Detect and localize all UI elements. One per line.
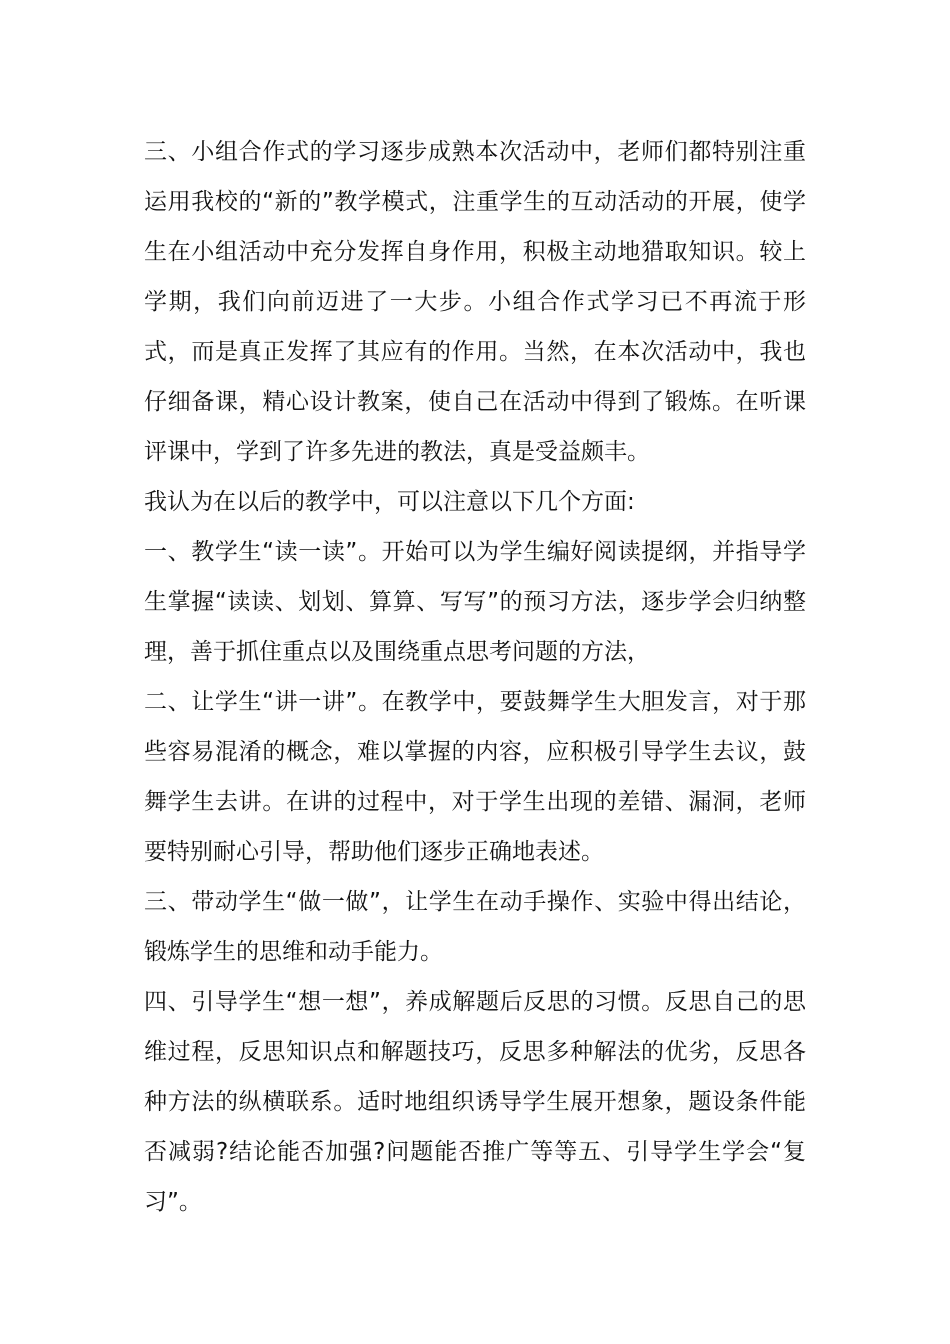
document-body [144,127,806,1227]
paragraph-intro-aspects: 我认为在以后的教学中，可以注意以下几个方面: [144,489,635,515]
paragraph-think: 四、引导学生“想一想”，养成解题后反思的习惯。反思自己的思维过程，反思知识点和解题技巧，反思多种解法的优劣，反思各种方法的纵横联系。适时地组织诱导学生展开想象，题设条件能否减弱?结论能否加强?问题能否推广等等五、引导学生学会“复习”。 [144,989,806,1215]
paragraph-speak: 二、让学生“讲一讲”。在教学中，要鼓舞学生大胆发言，对于那些容易混淆的概念，难以掌握的内容，应积极引导学生去议，鼓舞学生去讲。在讲的过程中，对于学生出现的差错、漏洞，老师要特别耐心引导，帮助他们逐步正确地表述。 [144,689,806,865]
paragraph-read: 一、教学生“读一读”。开始可以为学生编好阅读提纲，并指导学生掌握“读读、划划、算算、写写”的预习方法，逐步学会归纳整理，善于抓住重点以及围绕重点思考问题的方法， [144,539,806,665]
paragraph-group-work: 三、小组合作式的学习逐步成熟本次活动中，老师们都特别注重运用我校的“新的”教学模式，注重学生的互动活动的开展，使学生在小组活动中充分发挥自身作用，积极主动地猎取知识。较上学期，我们向前迈进了一大步。小组合作式学习已不再流于形式，而是真正发挥了其应有的作用。当然，在本次活动中，我也仔细备课，精心设计教案，使自己在活动中得到了锻炼。在听课评课中，学到了许多先进的教法，真是受益颇丰。 [144,139,806,465]
paragraph-do: 三、带动学生“做一做”，让学生在动手操作、实验中得出结论，锻炼学生的思维和动手能力。 [144,889,806,965]
